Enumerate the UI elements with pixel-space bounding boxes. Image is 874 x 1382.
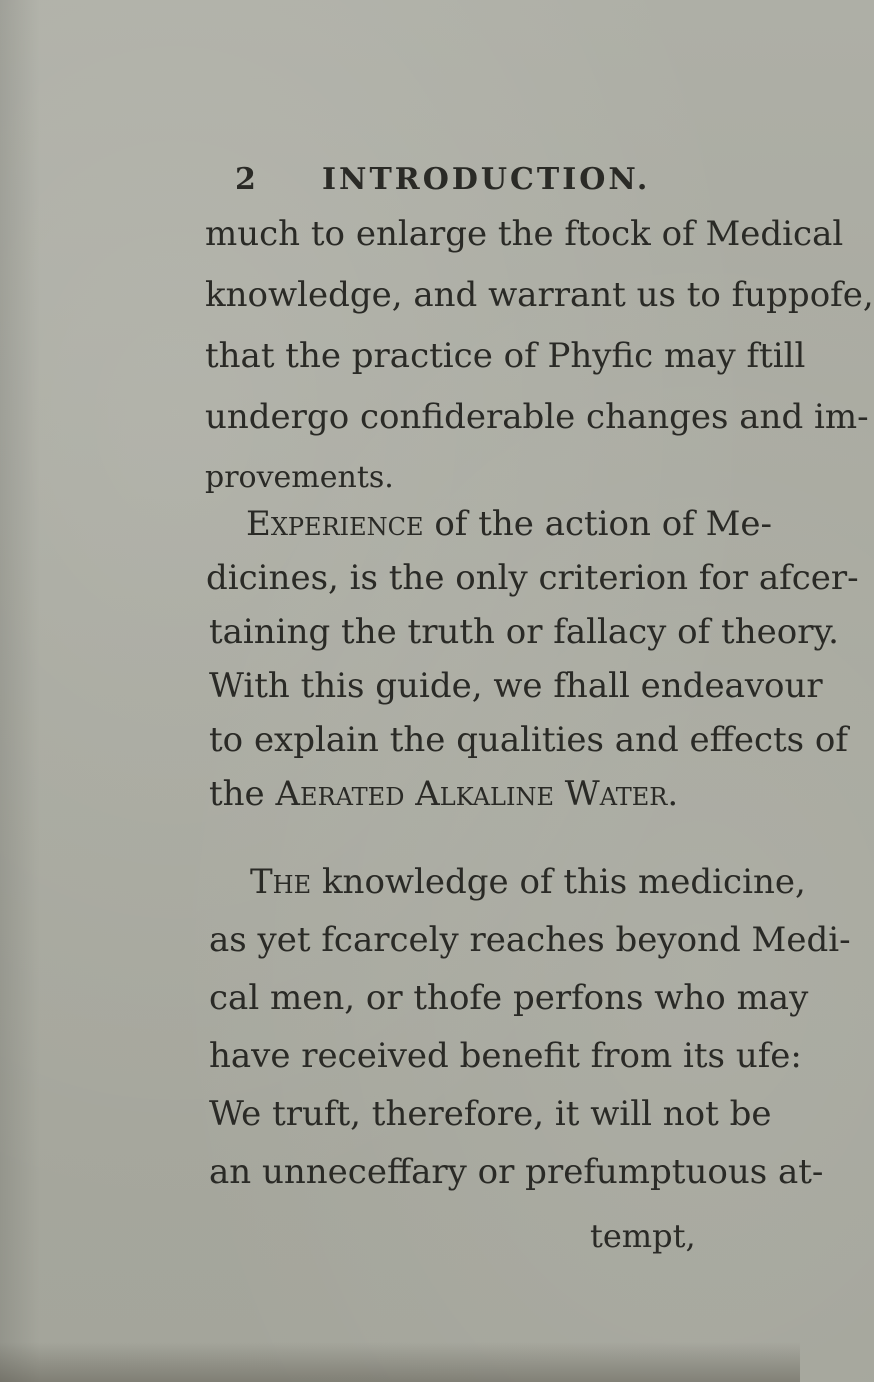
text-line: knowledge, and warrant us to fuppofe, bbox=[205, 275, 874, 315]
lead-word: Experience bbox=[246, 504, 424, 544]
catchword: tempt, bbox=[590, 1217, 696, 1255]
page-gutter-shadow bbox=[0, 0, 40, 1382]
lead-word: The bbox=[250, 862, 312, 902]
emphasized-term: Aerated Alkaline Water. bbox=[275, 774, 679, 814]
text-line bbox=[250, 862, 806, 902]
text-line: dicines, is the only criterion for afcer- bbox=[206, 558, 859, 598]
text-run: knowledge of this medicine, bbox=[311, 862, 806, 902]
text-line: cal men, or thofe perfons who may bbox=[209, 978, 809, 1018]
page-number: 2 bbox=[235, 162, 257, 197]
text-line: as yet fcarcely reaches beyond Medi- bbox=[209, 920, 851, 960]
text-line: have received benefit from its ufe: bbox=[209, 1036, 802, 1076]
text-line: provements. bbox=[205, 460, 394, 495]
text-line: that the practice of Phyfic may ftill bbox=[205, 336, 806, 376]
text-line: undergo confiderable changes and im- bbox=[205, 397, 869, 437]
running-head: INTRODUCTION. bbox=[322, 162, 651, 197]
page-header bbox=[0, 162, 800, 202]
page-bottom-edge bbox=[0, 1342, 800, 1382]
text-line bbox=[209, 774, 678, 814]
text-line: much to enlarge the ftock of Medical bbox=[205, 214, 844, 254]
text-line: We truft, therefore, it will not be bbox=[209, 1094, 772, 1134]
text-line: With this guide, we fhall endeavour bbox=[209, 666, 823, 706]
text-line: an unneceffary or prefumptuous at- bbox=[209, 1152, 824, 1192]
text-line: to explain the qualities and effects of bbox=[209, 720, 848, 760]
text-line bbox=[246, 504, 772, 544]
text-run: the bbox=[209, 774, 276, 814]
text-line: taining the truth or fallacy of theory. bbox=[209, 612, 839, 652]
text-run: of the action of Me- bbox=[423, 504, 772, 544]
